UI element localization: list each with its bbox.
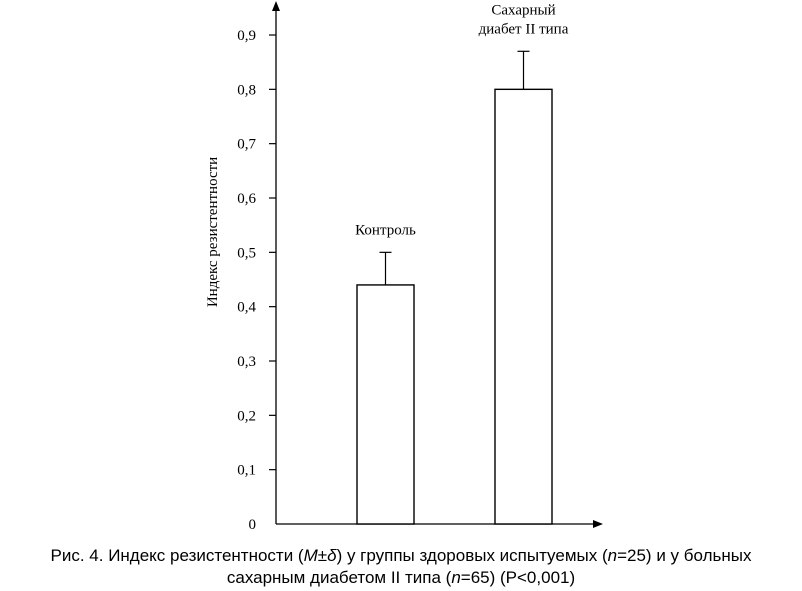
y-tick-label: 0 — [248, 517, 256, 533]
y-tick-label: 0,4 — [237, 299, 256, 316]
y-tick-label: 0,6 — [237, 191, 256, 207]
y-tick-label: 0,5 — [237, 245, 256, 262]
bar-category-label: Сахарный — [491, 2, 556, 19]
y-tick-label: 0,1 — [237, 462, 256, 479]
figure-caption-line2: сахарным диабетом II типа (n=65) (P<0,001) — [226, 568, 576, 587]
y-tick-label: 0,3 — [237, 354, 256, 370]
bars — [355, 2, 569, 524]
y-tick-label: 0,8 — [237, 82, 256, 99]
y-tick-label: 0,7 — [237, 136, 256, 153]
y-axis-label: Индекс резистентности — [205, 156, 221, 308]
bar-category-label: диабет II типа — [478, 21, 569, 38]
bar — [495, 89, 552, 524]
y-tick-label: 0,2 — [237, 408, 256, 425]
figure-caption-line1: Рис. 4. Индекс резистентности (M±δ) у группы здоровых испытуемых (n=25) и у больных — [50, 546, 752, 565]
bar — [357, 285, 414, 524]
y-tick-label: 0,9 — [237, 28, 256, 44]
bar-category-label: Контроль — [355, 222, 416, 239]
y-ticks — [237, 28, 276, 533]
